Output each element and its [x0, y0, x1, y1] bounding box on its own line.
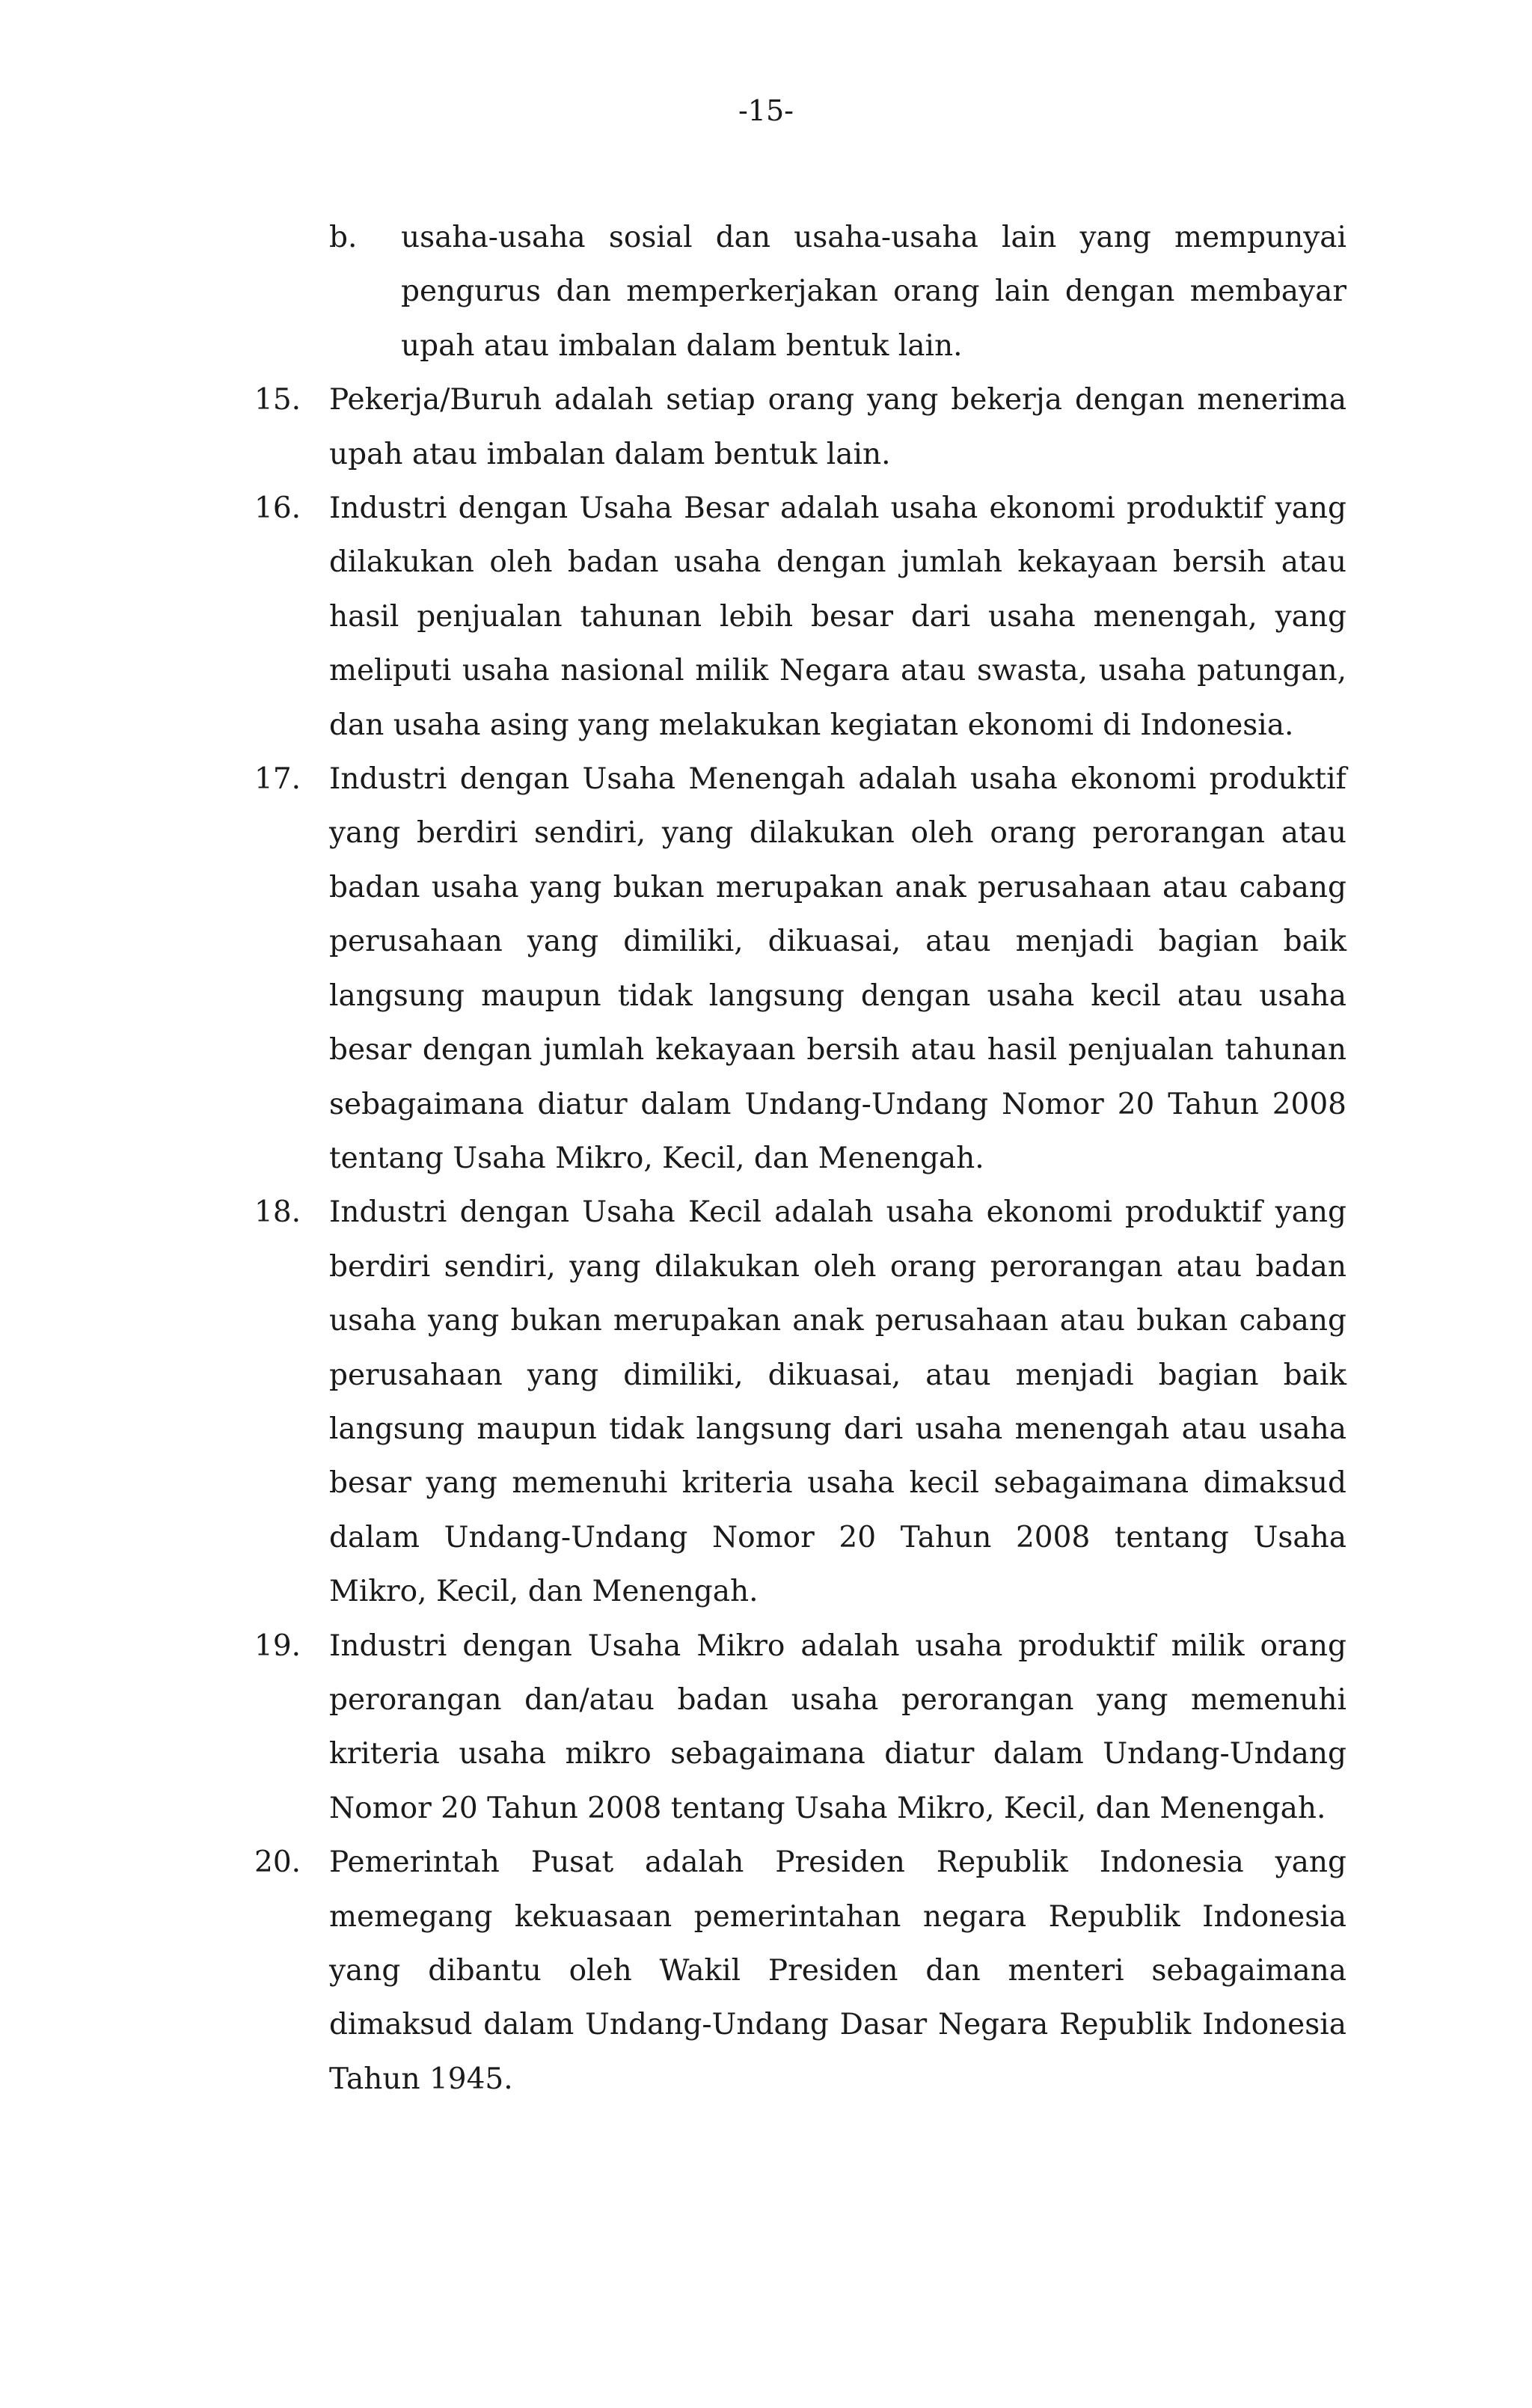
list-item-17 [254, 753, 1346, 1186]
item-marker: 18. [254, 1195, 301, 1230]
item-marker: b. [329, 221, 358, 254]
item-marker: 19. [254, 1629, 301, 1663]
page-number: -15- [738, 94, 794, 127]
item-text: Industri dengan Usaha Kecil adalah usaha ekonomi produktif yang berdiri sendiri, yang dilakukan oleh orang perorangan atau badan usaha yang bukan merupakan anak perusahaan atau bukan cabang perusahaan yang dimiliki, dikuasai, atau menjadi bagian baik langsung maupun tidak langsung dari usaha menengah atau usaha besar yang memenuhi kriteria usaha kecil sebagaimana dimaksud dalam Undang-Undang Nomor 20 Tahun 2008 tentang Usaha Mikro, Kecil, dan Menengah. [329, 1195, 1346, 1609]
list-item-15 [254, 373, 1346, 482]
list-item-16 [254, 482, 1346, 753]
item-text: Industri dengan Usaha Besar adalah usaha ekonomi produktif yang dilakukan oleh badan usaha dengan jumlah kekayaan bersih atau hasil penjualan tahunan lebih besar dari usaha menengah, yang meliputi usaha nasional milik Negara atau swasta, usaha patungan, dan usaha asing yang melakukan kegiatan ekonomi di Indonesia. [329, 491, 1346, 742]
item-text: Pekerja/Buruh adalah setiap orang yang bekerja dengan menerima upah atau imbalan dalam bentuk lain. [329, 383, 1346, 471]
item-text: Pemerintah Pusat adalah Presiden Republik Indonesia yang memegang kekuasaan pemerintahan negara Republik Indonesia yang dibantu oleh Wakil Presiden dan menteri sebagaimana dimaksud dalam Undang-Undang Dasar Negara Republik Indonesia Tahun 1945. [329, 1845, 1346, 2096]
item-text: Industri dengan Usaha Menengah adalah usaha ekonomi produktif yang berdiri sendiri, yang dilakukan oleh orang perorangan atau badan usaha yang bukan merupakan anak perusahaan atau cabang perusahaan yang dimiliki, dikuasai, atau menjadi bagian baik langsung maupun tidak langsung dengan usaha kecil atau usaha besar dengan jumlah kekayaan bersih atau hasil penjualan tahunan sebagaimana diatur dalam Undang-Undang Nomor 20 Tahun 2008 tentang Usaha Mikro, Kecil, dan Menengah. [329, 762, 1346, 1175]
item-marker: 17. [254, 762, 301, 797]
item-text: usaha-usaha sosial dan usaha-usaha lain yang mempunyai pengurus dan memperkerjakan orang lain dengan membayar upah atau imbalan dalam bentuk lain. [401, 221, 1346, 363]
item-marker: 16. [254, 491, 301, 526]
item-marker: 15. [254, 383, 301, 417]
list-item-18 [254, 1186, 1346, 1619]
item-text: Industri dengan Usaha Mikro adalah usaha produktif milik orang perorangan dan/atau badan usaha perorangan yang memenuhi kriteria usaha mikro sebagaimana diatur dalam Undang-Undang Nomor 20 Tahun 2008 tentang Usaha Mikro, Kecil, dan Menengah. [329, 1629, 1346, 1825]
list-item-20 [254, 1836, 1346, 2107]
definition-list [254, 211, 1346, 2107]
list-item-19 [254, 1620, 1346, 1836]
item-marker: 20. [254, 1845, 301, 1880]
list-item-b [254, 211, 1346, 373]
